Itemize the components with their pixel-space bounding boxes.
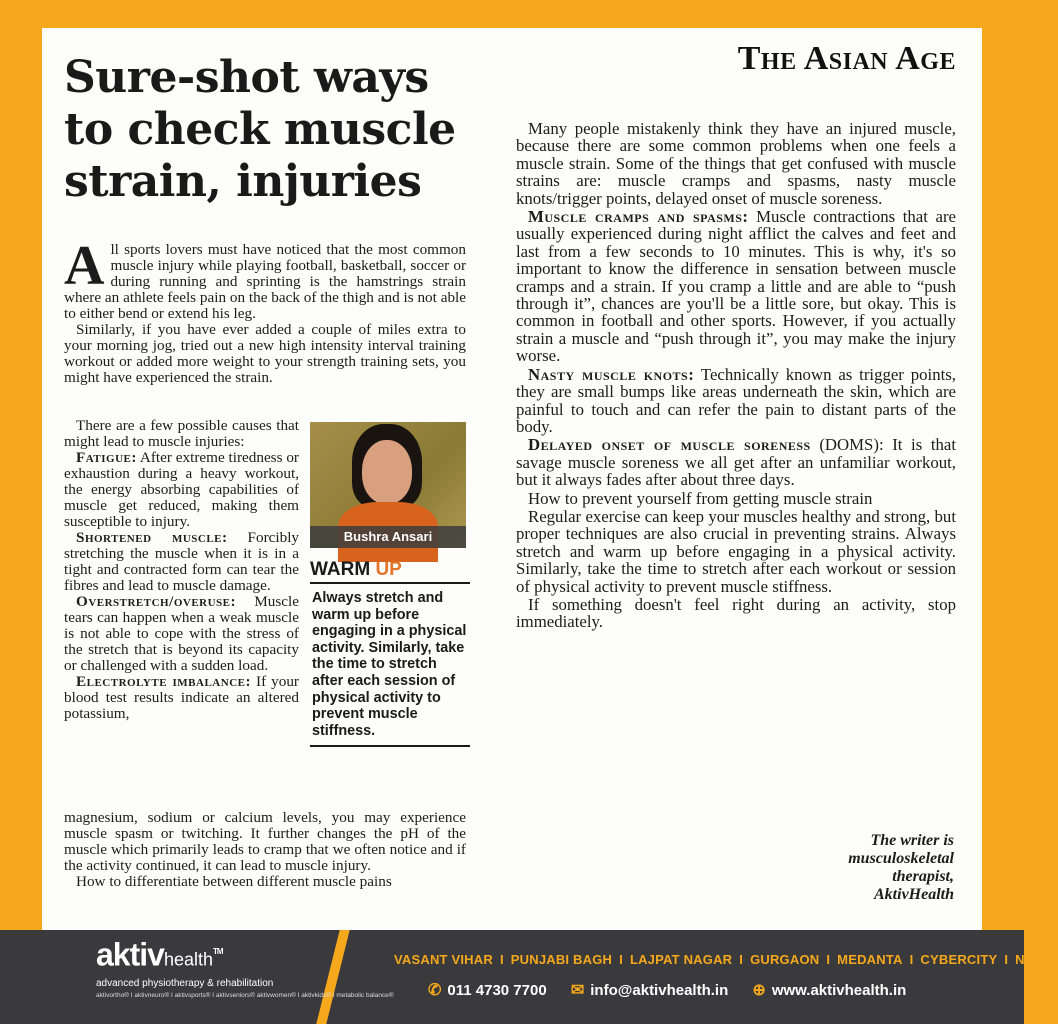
email-contact[interactable] bbox=[571, 982, 728, 999]
paragraph bbox=[516, 508, 956, 595]
location-item: CYBERCITY bbox=[920, 952, 998, 967]
paragraph bbox=[64, 594, 299, 674]
paragraph-text: How to prevent yourself from getting muscle strain bbox=[528, 488, 873, 508]
location-item: VASANT VIHAR bbox=[394, 952, 493, 967]
email-address: info@aktivhealth.in bbox=[590, 982, 729, 999]
logo-tagline: advanced physiotherapy & rehabilitation bbox=[96, 977, 274, 989]
location-separator: I bbox=[826, 952, 831, 967]
writer-signoff bbox=[734, 832, 954, 904]
paragraph-text: Muscle tears can happen when a weak muscle is not able to cope with the stress of the stretch that is beyond its capacity or challenged with a sudden load. bbox=[64, 593, 299, 674]
signoff-line: musculoskeletal bbox=[848, 850, 954, 867]
subhead: Nasty muscle knots: bbox=[528, 364, 695, 384]
signoff-line: therapist, bbox=[892, 868, 954, 885]
warmup-box bbox=[310, 558, 470, 747]
phone-contact[interactable] bbox=[428, 982, 547, 999]
paragraph bbox=[64, 874, 466, 890]
paragraph-text: There are a few possible causes that might lead to muscle injuries: bbox=[64, 417, 299, 450]
paragraph bbox=[64, 418, 299, 450]
subhead: Overstretch/overuse: bbox=[76, 593, 237, 610]
column-1-narrow bbox=[64, 418, 299, 722]
paragraph-text: Many people mistakenly think they have an injured muscle, because there are some common problems when one feels a muscle strain. Some of the things that get confused with muscle strains are: muscle cramps and spasms, nasty muscle knots/trigger points, delayed onset of muscle soreness. bbox=[516, 119, 956, 208]
column-2 bbox=[516, 120, 956, 632]
paragraph-text: How to differentiate between different muscle pains bbox=[76, 873, 392, 890]
column-1-top bbox=[64, 235, 466, 386]
contact-row bbox=[428, 980, 926, 1000]
paragraph-text: (DOMS): It is that savage muscle soreness we all get after an unfamiliar workout, but it always fades after about three days. bbox=[516, 435, 956, 490]
paragraph-text: ll sports lovers must have noticed that the most common muscle injury while playing football, basketball, soccer or during running and sprinting is the hamstrings strain where an athlete feels pain on the back of the thigh and is not able to either bend or extend his leg. bbox=[64, 241, 466, 322]
subhead: Delayed onset of muscle soreness bbox=[528, 435, 811, 455]
subhead: Shortened muscle: bbox=[76, 529, 228, 546]
paragraph bbox=[516, 120, 956, 207]
headline: Sure-shot ways to check muscle strain, injuries bbox=[64, 52, 456, 207]
location-item: GURGAON bbox=[750, 952, 820, 967]
paragraph bbox=[64, 530, 299, 594]
paragraph-text: Forcibly stretching the muscle when it is in a tight and contracted form can tear the fibres and lead to muscle damage. bbox=[64, 529, 300, 594]
subhead: Muscle cramps and spasms: bbox=[528, 207, 749, 227]
paragraph-text: magnesium, sodium or calcium levels, you may experience muscle spasm or twitching. It further changes the pH of the muscle which primarily leads to cramp that we often notice and if the activity continued, it can lead to muscle injury. bbox=[64, 809, 466, 874]
location-separator: I bbox=[619, 952, 623, 967]
location-item: NOIDA bbox=[1015, 952, 1058, 967]
location-separator: I bbox=[499, 952, 504, 967]
paragraph bbox=[516, 366, 956, 436]
location-separator: I bbox=[1004, 952, 1009, 967]
paragraph-text: Technically known as trigger points, they are small bumps like areas underneath the skin, which are painful to touch and can refer the pain to distant parts of the body. bbox=[516, 364, 956, 436]
signoff-line: AktivHealth bbox=[874, 886, 954, 903]
warmup-title-a: WARM bbox=[310, 559, 371, 580]
location-separator: I bbox=[739, 952, 744, 967]
paragraph-text: Regular exercise can keep your muscles healthy and strong, but proper techniques are also crucial in preventing strains. Always stretch and warm up before engaging in a physical activity. Similarly, take the time to stretch after each workout or session of physical activity to prevent muscle stiffness. bbox=[516, 506, 956, 596]
footer-banner bbox=[0, 930, 1058, 1024]
phone-icon: ✆ bbox=[428, 982, 442, 999]
paragraph bbox=[64, 235, 466, 322]
newspaper-clipping bbox=[42, 28, 982, 930]
website-url: www.aktivhealth.in bbox=[771, 982, 907, 999]
web-contact[interactable] bbox=[752, 982, 906, 999]
globe-icon: ⊕ bbox=[752, 982, 766, 999]
paragraph-text: If your blood test results indicate an altered potassium, bbox=[64, 673, 299, 722]
photo-caption: Bushra Ansari bbox=[310, 526, 466, 548]
logo-tm: TM bbox=[212, 947, 223, 956]
location-separator: I bbox=[909, 952, 914, 967]
subhead: Fatigue: bbox=[76, 449, 137, 466]
paragraph-text: If something doesn't feel right during an activity, stop immediately. bbox=[516, 594, 956, 632]
warmup-title-b: UP bbox=[375, 559, 402, 580]
paragraph bbox=[516, 490, 956, 507]
paragraph bbox=[64, 674, 299, 722]
warmup-title bbox=[310, 558, 470, 584]
drop-cap: A bbox=[64, 235, 105, 297]
logo-brands: aktivortho® I aktivneuro® I aktivsports® I aktivseniors® aktivwomen® I aktivkids® I metabolic balance® bbox=[96, 991, 394, 999]
paragraph bbox=[516, 596, 956, 631]
warmup-body: Always stretch and warm up before engaging in a physical activity. Similarly, take the time to stretch after each session of physical activity to prevent muscle stiffness. bbox=[310, 584, 470, 747]
paragraph bbox=[64, 810, 466, 874]
locations-list bbox=[394, 952, 1058, 967]
subhead: Electrolyte imbalance: bbox=[76, 673, 252, 690]
phone-number: 011 4730 7700 bbox=[447, 982, 547, 999]
masthead: The Asian Age bbox=[737, 40, 956, 77]
paragraph-text: Similarly, if you have ever added a couple of miles extra to your morning jog, tried out a new high intensity interval training workout or added more weight to your strength training sets, you might have experienced the strain. bbox=[64, 321, 466, 386]
paragraph bbox=[516, 436, 956, 488]
location-item: MEDANTA bbox=[837, 952, 903, 967]
signoff-line: The writer is bbox=[870, 832, 954, 849]
aktivhealth-logo bbox=[96, 934, 394, 1000]
logo-aktiv: aktiv bbox=[96, 936, 164, 973]
column-1-bottom bbox=[64, 810, 466, 890]
mail-icon: ✉ bbox=[570, 982, 585, 999]
paragraph bbox=[516, 208, 956, 365]
paragraph bbox=[64, 322, 466, 386]
paragraph-text: Muscle contractions that are usually experienced during night afflict the calves and feet and last from a few seconds to 10 minutes. This is why, it's so important to know the difference in sensation between muscle cramps and a strain. If you cramp a little and are able to “push through it”, chances are you'll be a little sore, but okay. This is common in football and other sports. However, if you actually strain a muscle and “push through it”, you may make the injury worse. bbox=[516, 207, 956, 366]
location-item: LAJPAT NAGAR bbox=[629, 952, 733, 967]
location-item: PUNJABI BAGH bbox=[510, 952, 613, 967]
paragraph bbox=[64, 450, 299, 530]
logo-health: health bbox=[163, 949, 213, 970]
paragraph-text: After extreme tiredness or exhaustion during a heavy workout, the energy absorbing capabilities of muscle get reduced, making them susceptible to injury. bbox=[64, 449, 299, 530]
